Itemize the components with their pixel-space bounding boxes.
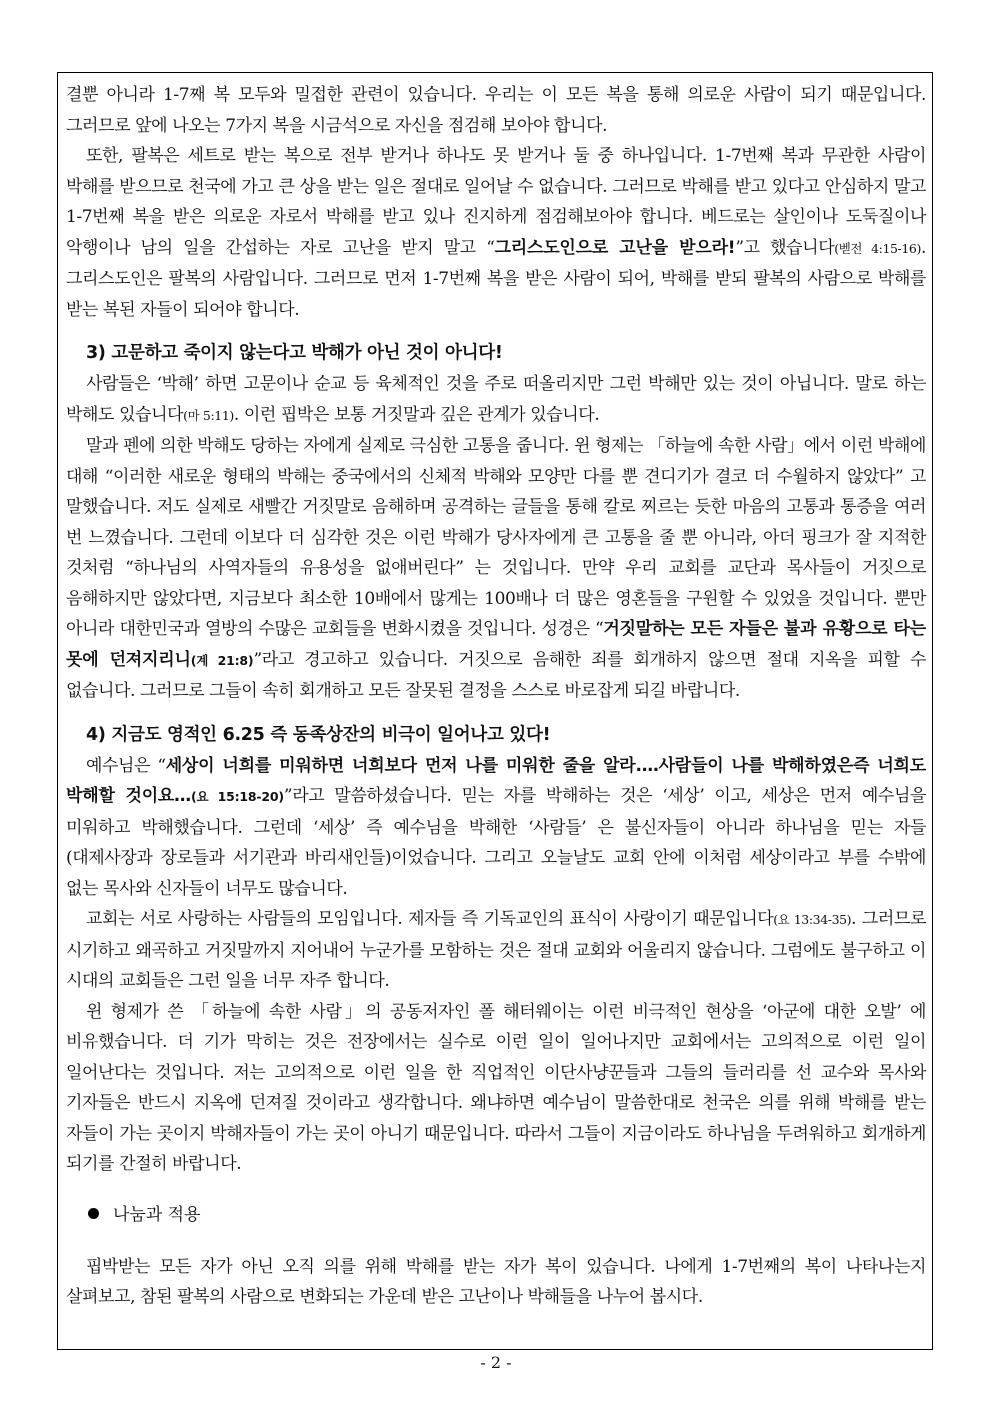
sharing-paragraph: 핍박받는 모든 자가 아닌 오직 의를 위해 박해를 받는 자가 복이 있습니다. 나에게 1-7번째의 복이 나타나는지 살펴보고, 참된 팔복의 사람으로 변화되는 가운데 받은 고난이나 박해들을 나누어 봅시다. [66,1256,926,1307]
section-4-paragraph-3: 윈 형제가 쓴 「하늘에 속한 사람」의 공동저자인 폴 해터웨이는 이런 비극적인 현상을 ‘아군에 대한 오발’ 에 비유했습니다. 더 기가 막히는 것은 전장에서는 실수로 이런 일이 일어나지만 교회에서는 고의적으로 이런 일이 일어난다는 것입니다. 저는 고의적으로 이런 일을 한 직업적인 이단사냥꾼들과 그들의 들러리를 선 교수와 목사와 기자들은 반드시 지옥에 던져질 것이라고 생각합니다. 왜냐하면 예수님이 말씀한대로 천국은 의를 위해 박해를 받는 자들이 가는 곳이지 박해자들이 가는 곳이 아니기 때문입니다. 따라서 그들이 지금이라도 하나님을 두려워하고 회개하게 되기를 간절히 바랍니다. [66,1001,926,1174]
page-number: - 2 - [480,1353,512,1372]
section-4-heading: 4) 지금도 영적인 6.25 즉 동족상잔의 비극이 일어나고 있다! [86,724,551,745]
section-4-paragraph-1: 예수님은 “세상이 너희를 미워하면 너희보다 먼저 나를 미워한 줄을 알라.…사람들이 나를 박해하였은즉 너희도 박해할 것이요…(요 15:18-20)”라고 말씀하셨습니다. 믿는 자를 박해하는 것은 ‘세상’ 이고, 세상은 먼저 예수님을 미워하고 박해했습니다. 그런데 ‘세상’ 즉 예수님을 박해한 ‘사람들’ 은 불신자들이 아니라 하나님을 믿는 자들(대제사장과 장로들과 서기관과 바리새인들)이었습니다. 그리고 오늘날도 교회 안에 이처럼 세상이라고 부를 수밖에 없는 목사와 신자들이 너무도 많습니다. [66,755,926,899]
scripture-reference: (계 21:8) [190,652,254,668]
sharing-heading [66,1200,926,1230]
scripture-quote: 그리스도인으로 고난을 받으라! [494,237,736,258]
section-3-paragraph-2: 말과 펜에 의한 박해도 당하는 자에게 실제로 극심한 고통을 줍니다. 윈 형제는 「하늘에 속한 사람」에서 이런 박해에 대해 “이러한 새로운 형태의 박해는 중국에서의 신체적 박해와 모양만 다를 뿐 견디기가 결코 더 수월하지 않았다” 고 말했습니다. 저도 실제로 새빨간 거짓말로 음해하며 공격하는 글들을 통해 칼로 찌르는 듯한 마음의 고통과 통증을 여러 번 느꼈습니다. 그런데 이보다 더 심각한 것은 이런 박해가 당사자에게 큰 고통을 줄 뿐 아니라, 아더 핑크가 잘 지적한 것처럼 “하나님의 사역자들의 유용성을 없애버린다” 는 것입니다. 만약 우리 교회를 교단과 목사들이 거짓으로 음해하지만 않았다면, 지금보다 최소한 10배에서 많게는 100배나 더 많은 영혼들을 구원할 수 있었을 것입니다. 뿐만 아니라 대한민국과 열방의 수많은 교회들을 변화시켰을 것입니다. 성경은 “거짓말하는 모든 자들은 불과 유황으로 타는 못에 던져지리니(계 21:8)”라고 경고하고 있습니다. 거짓으로 음해한 죄를 회개하지 않으면 절대 지옥을 피할 수 없습니다. 그러므로 그들이 속히 회개하고 모든 잘못된 결정을 스스로 바로잡게 되길 바랍니다. [66,436,926,701]
scripture-reference: (마 5:11) [183,407,234,423]
scripture-quote: 거짓말하는 모든 자들은 불과 유황으로 타는 못에 던져지리니 [66,619,926,670]
scripture-reference: (벧전 4:15-16) [834,240,921,256]
section-3-paragraph-1: 사람들은 ‘박해’ 하면 고문이나 순교 등 육체적인 것을 주로 떠올리지만 그런 박해만 있는 것이 아닙니다. 말로 하는 박해도 있습니다(마 5:11). 이런 핍박은 보통 거짓말과 깊은 관계가 있습니다. [66,374,926,425]
section-3-heading: 3) 고문하고 죽이지 않는다고 박해가 아닌 것이 아니다! [86,343,503,363]
intro-paragraph-1: 결뿐 아니라 1-7째 복 모두와 밀접한 관련이 있습니다. 우리는 이 모든 복을 통해 의로운 사람이 되기 때문입니다. 그러므로 앞에 나오는 7가지 복을 시금석으로 자신을 점검해 보아야 합니다. [66,85,926,136]
sharing-title: 나눔과 적용 [113,1204,201,1225]
section-4-paragraph-2: 교회는 서로 사랑하는 사람들의 모임입니다. 제자들 즉 기독교인의 표식이 사랑이기 때문입니다(요 13:34-35). 그러므로 시기하고 왜곡하고 거짓말까지 지어내어 누군가를 모함하는 것은 절대 교회와 어울리지 않습니다. 그럼에도 불구하고 이 시대의 교회들은 그런 일을 너무 자주 합니다. [66,909,926,991]
intro-paragraph-2: 또한, 팔복은 세트로 받는 복으로 전부 받거나 하나도 못 받거나 둘 중 하나입니다. 1-7번째 복과 무관한 사람이 박해를 받으므로 천국에 가고 큰 상을 받는 일은 절대로 일어날 수 없습니다. 그러므로 박해를 받고 있다고 안심하지 말고 1-7번째 복을 받은 의로운 자로서 박해를 받고 있나 진지하게 점검해보아야 합니다. 베드로는 살인이나 도둑질이나 악행이나 남의 일을 간섭하는 자로 고난을 받지 말고 “그리스도인으로 고난을 받으라!”고 했습니다(벧전 4:15-16). 그리스도인은 팔복의 사람입니다. 그러므로 먼저 1-7번째 복을 받은 사람이 되어, 박해를 받되 팔복의 사람으로 박해를 받는 복된 자들이 되어야 합니다. [66,146,926,320]
document-body [66,80,926,1313]
scripture-reference: (요 13:34-35) [773,912,852,927]
scripture-quote: 세상이 너희를 미워하면 너희보다 먼저 나를 미워한 줄을 알라.…사람들이 나를 박해하였은즉 너희도 박해할 것이요… [66,755,926,806]
bullet-icon [88,1208,99,1219]
scripture-reference: (요 15:18-20) [190,789,284,804]
